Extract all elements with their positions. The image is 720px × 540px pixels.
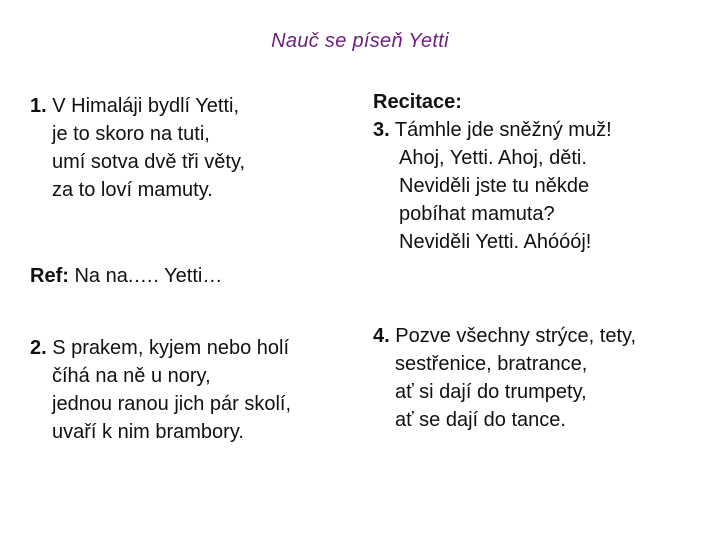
verse-4-line-1: Pozve všechny strýce, tety, (395, 325, 637, 347)
verse-1-first-line (30, 92, 245, 120)
recitation-line-3: Neviděli jste tu někde (399, 175, 590, 197)
verse-4 (373, 322, 636, 434)
verse-1-line-3: umí sotva dvě tři věty, (52, 151, 246, 173)
song-title: Nauč se píseň Yetti (271, 30, 449, 52)
verse-4-first-line (373, 322, 636, 350)
refrain-text: Na na.…. Yetti… (74, 265, 223, 287)
verse-1-line-1: V Himaláji bydlí Yetti, (52, 95, 240, 117)
verse-2 (30, 334, 291, 446)
recitation-line-2: Ahoj, Yetti. Ahoj, děti. (399, 147, 587, 169)
refrain (30, 262, 222, 290)
verse-2-number: 2. (30, 337, 47, 359)
recitation (373, 88, 612, 256)
verse-1-line-4: za to loví mamuty. (52, 179, 213, 201)
refrain-line (30, 262, 222, 290)
verse-4-line-3: ať si dají do trumpety, (395, 381, 587, 403)
verse-4-line-2: sestřenice, bratrance, (395, 353, 588, 375)
verse-4-line-4: ať se dají do tance. (395, 409, 566, 431)
recitation-line-4: pobíhat mamuta? (399, 203, 555, 225)
verse-2-first-line (30, 334, 291, 362)
verse-2-line-3: jednou ranou jich pár skolí, (52, 393, 292, 415)
recitation-label: Recitace: (373, 91, 462, 113)
verse-1-number: 1. (30, 95, 47, 117)
recitation-line-1: Támhle jde sněžný muž! (394, 119, 612, 141)
verse-4-number: 4. (373, 325, 390, 347)
verse-2-line-4: uvaří k nim brambory. (52, 421, 244, 443)
verse-2-line-2: číhá na ně u nory, (52, 365, 211, 387)
verse-2-line-1: S prakem, kyjem nebo holí (52, 337, 290, 359)
recitation-number: 3. (373, 119, 390, 141)
verse-1-line-2: je to skoro na tuti, (52, 123, 210, 145)
verse-1 (30, 92, 245, 204)
recitation-line-5: Neviděli Yetti. Ahóóój! (399, 231, 592, 253)
refrain-label: Ref: (30, 265, 69, 287)
recitation-first-line (373, 116, 612, 144)
